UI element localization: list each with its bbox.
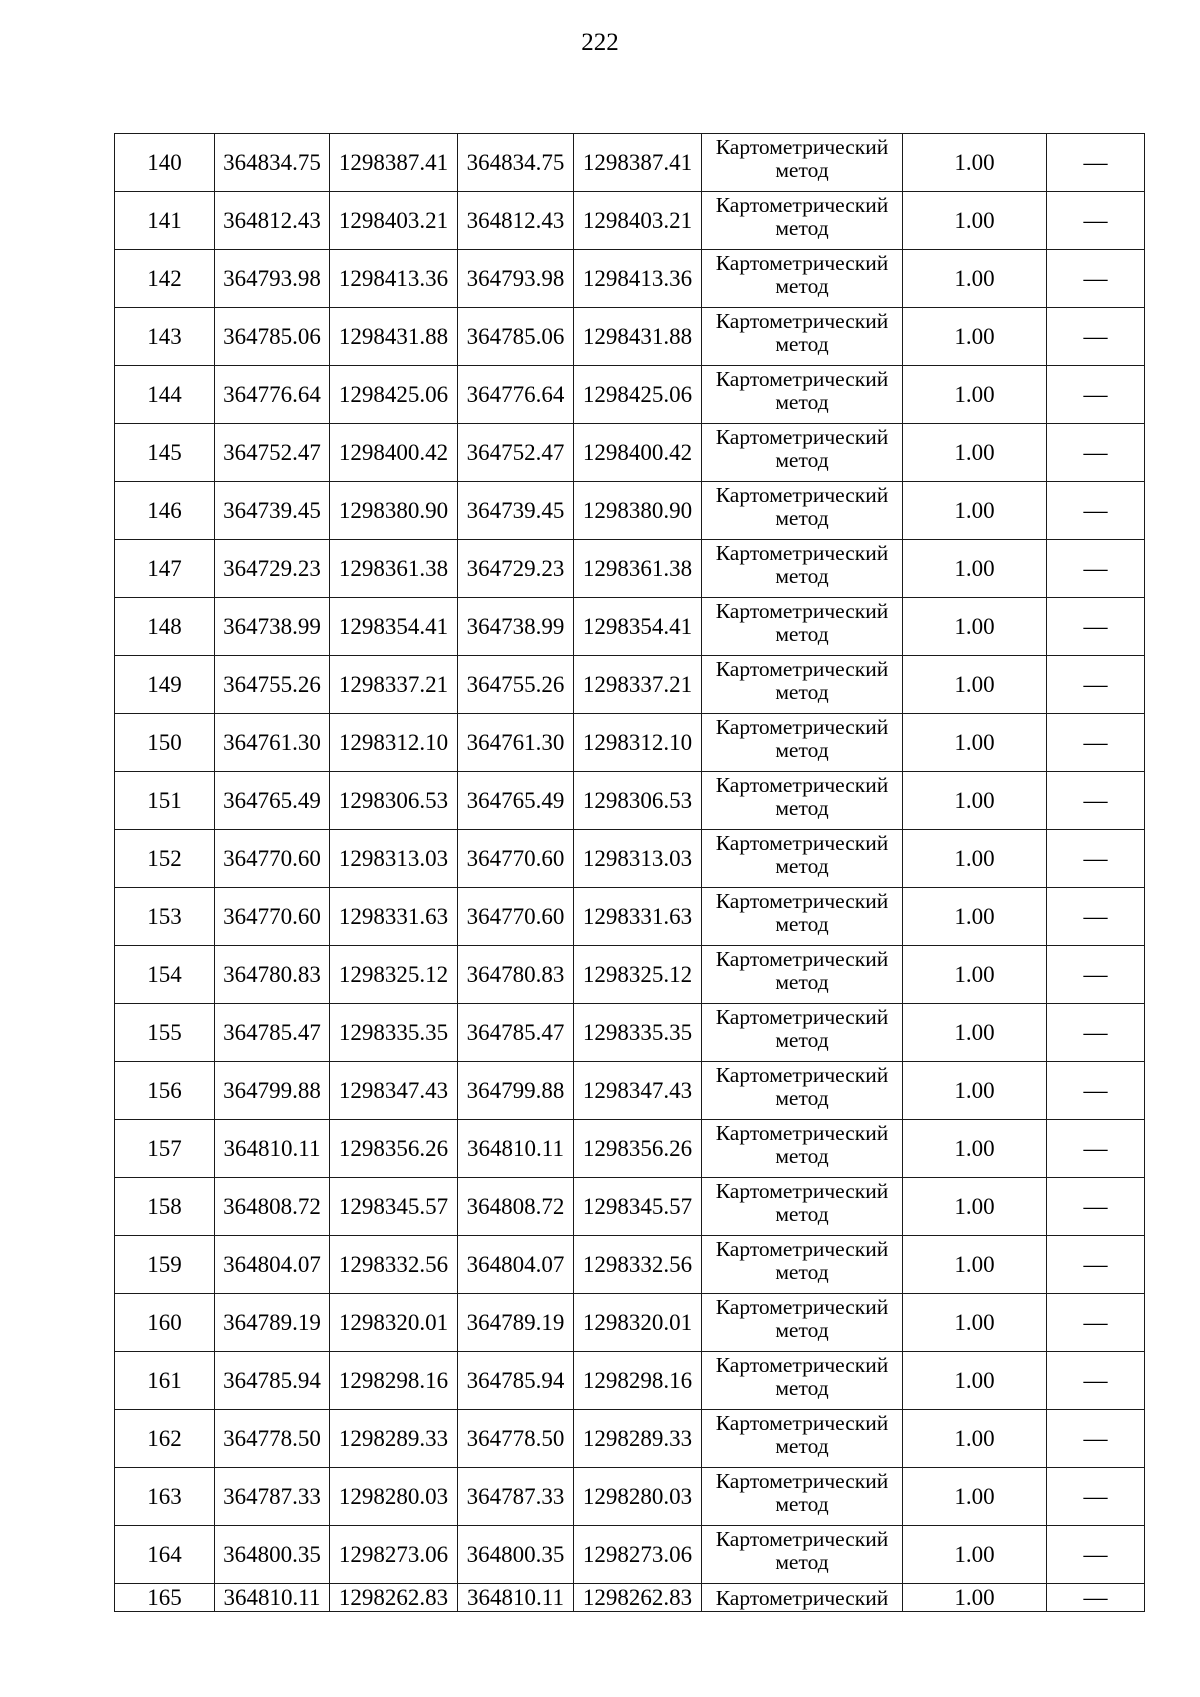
- x-specified-cell: 364776.64: [458, 366, 574, 424]
- y-specified-cell: 1298313.03: [574, 830, 702, 888]
- y-specified-cell: 1298332.56: [574, 1236, 702, 1294]
- x-existing-cell: 364804.07: [215, 1236, 330, 1294]
- note-cell: —: [1047, 656, 1145, 714]
- y-specified-cell: 1298431.88: [574, 308, 702, 366]
- y-existing-cell: 1298262.83: [330, 1584, 458, 1612]
- table-row: [115, 598, 1145, 656]
- point-number-cell: 141: [115, 192, 215, 250]
- y-existing-cell: 1298413.36: [330, 250, 458, 308]
- x-existing-cell: 364770.60: [215, 830, 330, 888]
- note-cell: —: [1047, 1062, 1145, 1120]
- y-specified-cell: 1298356.26: [574, 1120, 702, 1178]
- x-existing-cell: 364765.49: [215, 772, 330, 830]
- x-existing-cell: 364812.43: [215, 192, 330, 250]
- table-row: [115, 714, 1145, 772]
- precision-cell: 1.00: [903, 482, 1047, 540]
- x-existing-cell: 364780.83: [215, 946, 330, 1004]
- y-existing-cell: 1298313.03: [330, 830, 458, 888]
- precision-cell: 1.00: [903, 1236, 1047, 1294]
- precision-cell: 1.00: [903, 540, 1047, 598]
- x-specified-cell: 364778.50: [458, 1410, 574, 1468]
- precision-cell: 1.00: [903, 946, 1047, 1004]
- y-existing-cell: 1298331.63: [330, 888, 458, 946]
- x-existing-cell: 364776.64: [215, 366, 330, 424]
- method-cell: Картометрический метод: [702, 250, 903, 308]
- x-specified-cell: 364761.30: [458, 714, 574, 772]
- y-specified-cell: 1298403.21: [574, 192, 702, 250]
- x-specified-cell: 364785.06: [458, 308, 574, 366]
- point-number-cell: 162: [115, 1410, 215, 1468]
- y-existing-cell: 1298387.41: [330, 134, 458, 192]
- note-cell: —: [1047, 1526, 1145, 1584]
- method-cell: Картометрический метод: [702, 1294, 903, 1352]
- table-row: [115, 1526, 1145, 1584]
- y-existing-cell: 1298335.35: [330, 1004, 458, 1062]
- method-cell: Картометрический метод: [702, 1352, 903, 1410]
- method-cell: Картометрический метод: [702, 946, 903, 1004]
- x-existing-cell: 364787.33: [215, 1468, 330, 1526]
- precision-cell: 1.00: [903, 366, 1047, 424]
- x-existing-cell: 364799.88: [215, 1062, 330, 1120]
- point-number-cell: 148: [115, 598, 215, 656]
- note-cell: —: [1047, 482, 1145, 540]
- point-number-cell: 160: [115, 1294, 215, 1352]
- y-specified-cell: 1298380.90: [574, 482, 702, 540]
- y-specified-cell: 1298425.06: [574, 366, 702, 424]
- note-cell: —: [1047, 308, 1145, 366]
- point-number-cell: 150: [115, 714, 215, 772]
- precision-cell: 1.00: [903, 1526, 1047, 1584]
- x-specified-cell: 364800.35: [458, 1526, 574, 1584]
- precision-cell: 1.00: [903, 1410, 1047, 1468]
- point-number-cell: 153: [115, 888, 215, 946]
- point-number-cell: 155: [115, 1004, 215, 1062]
- precision-cell: 1.00: [903, 1294, 1047, 1352]
- x-specified-cell: 364752.47: [458, 424, 574, 482]
- x-existing-cell: 364738.99: [215, 598, 330, 656]
- note-cell: —: [1047, 540, 1145, 598]
- table-row: [115, 1236, 1145, 1294]
- method-cell: Картометрический метод: [702, 1178, 903, 1236]
- precision-cell: 1.00: [903, 1584, 1047, 1612]
- point-number-cell: 154: [115, 946, 215, 1004]
- precision-cell: 1.00: [903, 192, 1047, 250]
- method-cell: Картометрический метод: [702, 1468, 903, 1526]
- precision-cell: 1.00: [903, 308, 1047, 366]
- y-existing-cell: 1298431.88: [330, 308, 458, 366]
- note-cell: —: [1047, 946, 1145, 1004]
- x-specified-cell: 364804.07: [458, 1236, 574, 1294]
- x-specified-cell: 364739.45: [458, 482, 574, 540]
- method-cell: Картометрический метод: [702, 598, 903, 656]
- method-cell: Картометрический метод: [702, 656, 903, 714]
- y-existing-cell: 1298320.01: [330, 1294, 458, 1352]
- method-cell: Картометрический метод: [702, 482, 903, 540]
- x-specified-cell: 364785.47: [458, 1004, 574, 1062]
- y-existing-cell: 1298354.41: [330, 598, 458, 656]
- x-existing-cell: 364789.19: [215, 1294, 330, 1352]
- method-cell: Картометрический метод: [702, 192, 903, 250]
- method-cell: Картометрический метод: [702, 1004, 903, 1062]
- point-number-cell: 156: [115, 1062, 215, 1120]
- y-specified-cell: 1298306.53: [574, 772, 702, 830]
- table-row: [115, 540, 1145, 598]
- note-cell: —: [1047, 1352, 1145, 1410]
- y-specified-cell: 1298273.06: [574, 1526, 702, 1584]
- table-row: [115, 1352, 1145, 1410]
- x-specified-cell: 364729.23: [458, 540, 574, 598]
- y-specified-cell: 1298400.42: [574, 424, 702, 482]
- method-cell: Картометрический метод: [702, 1062, 903, 1120]
- table-row: [115, 308, 1145, 366]
- table-row: [115, 946, 1145, 1004]
- point-number-cell: 158: [115, 1178, 215, 1236]
- x-existing-cell: 364752.47: [215, 424, 330, 482]
- coordinates-table: [114, 133, 1145, 1612]
- y-existing-cell: 1298325.12: [330, 946, 458, 1004]
- x-existing-cell: 364785.47: [215, 1004, 330, 1062]
- point-number-cell: 165: [115, 1584, 215, 1612]
- y-existing-cell: 1298425.06: [330, 366, 458, 424]
- y-specified-cell: 1298289.33: [574, 1410, 702, 1468]
- point-number-cell: 144: [115, 366, 215, 424]
- x-specified-cell: 364785.94: [458, 1352, 574, 1410]
- note-cell: —: [1047, 250, 1145, 308]
- x-specified-cell: 364808.72: [458, 1178, 574, 1236]
- precision-cell: 1.00: [903, 888, 1047, 946]
- note-cell: —: [1047, 192, 1145, 250]
- y-specified-cell: 1298320.01: [574, 1294, 702, 1352]
- y-existing-cell: 1298280.03: [330, 1468, 458, 1526]
- note-cell: —: [1047, 1410, 1145, 1468]
- precision-cell: 1.00: [903, 1178, 1047, 1236]
- x-existing-cell: 364785.94: [215, 1352, 330, 1410]
- table-row: [115, 1468, 1145, 1526]
- x-specified-cell: 364834.75: [458, 134, 574, 192]
- y-existing-cell: 1298273.06: [330, 1526, 458, 1584]
- point-number-cell: 146: [115, 482, 215, 540]
- method-cell: Картометрический метод: [702, 308, 903, 366]
- table-row: [115, 482, 1145, 540]
- x-existing-cell: 364729.23: [215, 540, 330, 598]
- method-cell: Картометрический: [702, 1584, 903, 1612]
- table-row: [115, 366, 1145, 424]
- point-number-cell: 163: [115, 1468, 215, 1526]
- table-row: [115, 134, 1145, 192]
- table-row: [115, 1410, 1145, 1468]
- table-row: [115, 1294, 1145, 1352]
- x-specified-cell: 364765.49: [458, 772, 574, 830]
- x-existing-cell: 364778.50: [215, 1410, 330, 1468]
- table-row: [115, 830, 1145, 888]
- point-number-cell: 161: [115, 1352, 215, 1410]
- y-specified-cell: 1298262.83: [574, 1584, 702, 1612]
- point-number-cell: 143: [115, 308, 215, 366]
- note-cell: —: [1047, 424, 1145, 482]
- y-specified-cell: 1298345.57: [574, 1178, 702, 1236]
- y-specified-cell: 1298325.12: [574, 946, 702, 1004]
- point-number-cell: 149: [115, 656, 215, 714]
- x-specified-cell: 364787.33: [458, 1468, 574, 1526]
- method-cell: Картометрический метод: [702, 888, 903, 946]
- y-existing-cell: 1298298.16: [330, 1352, 458, 1410]
- y-specified-cell: 1298312.10: [574, 714, 702, 772]
- y-specified-cell: 1298298.16: [574, 1352, 702, 1410]
- point-number-cell: 145: [115, 424, 215, 482]
- y-specified-cell: 1298387.41: [574, 134, 702, 192]
- y-existing-cell: 1298380.90: [330, 482, 458, 540]
- x-existing-cell: 364810.11: [215, 1120, 330, 1178]
- note-cell: —: [1047, 772, 1145, 830]
- note-cell: —: [1047, 714, 1145, 772]
- method-cell: Картометрический метод: [702, 714, 903, 772]
- y-existing-cell: 1298403.21: [330, 192, 458, 250]
- precision-cell: 1.00: [903, 598, 1047, 656]
- x-existing-cell: 364793.98: [215, 250, 330, 308]
- table-row: [115, 888, 1145, 946]
- table-row: [115, 1062, 1145, 1120]
- precision-cell: 1.00: [903, 1468, 1047, 1526]
- table-row: [115, 192, 1145, 250]
- page-number: 222: [581, 29, 619, 56]
- x-existing-cell: 364755.26: [215, 656, 330, 714]
- precision-cell: 1.00: [903, 1120, 1047, 1178]
- y-specified-cell: 1298361.38: [574, 540, 702, 598]
- note-cell: —: [1047, 1120, 1145, 1178]
- note-cell: —: [1047, 1468, 1145, 1526]
- y-existing-cell: 1298332.56: [330, 1236, 458, 1294]
- precision-cell: 1.00: [903, 1062, 1047, 1120]
- note-cell: —: [1047, 134, 1145, 192]
- y-existing-cell: 1298312.10: [330, 714, 458, 772]
- y-existing-cell: 1298356.26: [330, 1120, 458, 1178]
- note-cell: —: [1047, 830, 1145, 888]
- x-specified-cell: 364810.11: [458, 1584, 574, 1612]
- note-cell: —: [1047, 366, 1145, 424]
- precision-cell: 1.00: [903, 250, 1047, 308]
- x-existing-cell: 364761.30: [215, 714, 330, 772]
- table-row: [115, 1584, 1145, 1612]
- point-number-cell: 157: [115, 1120, 215, 1178]
- table-row: [115, 1120, 1145, 1178]
- x-specified-cell: 364789.19: [458, 1294, 574, 1352]
- y-specified-cell: 1298413.36: [574, 250, 702, 308]
- x-existing-cell: 364810.11: [215, 1584, 330, 1612]
- x-existing-cell: 364785.06: [215, 308, 330, 366]
- precision-cell: 1.00: [903, 1004, 1047, 1062]
- point-number-cell: 140: [115, 134, 215, 192]
- table-body: [115, 134, 1145, 1612]
- x-existing-cell: 364834.75: [215, 134, 330, 192]
- method-cell: Картометрический метод: [702, 1526, 903, 1584]
- y-existing-cell: 1298400.42: [330, 424, 458, 482]
- x-specified-cell: 364793.98: [458, 250, 574, 308]
- precision-cell: 1.00: [903, 656, 1047, 714]
- note-cell: —: [1047, 1584, 1145, 1612]
- method-cell: Картометрический метод: [702, 540, 903, 598]
- point-number-cell: 164: [115, 1526, 215, 1584]
- note-cell: —: [1047, 1294, 1145, 1352]
- method-cell: Картометрический метод: [702, 134, 903, 192]
- table-row: [115, 424, 1145, 482]
- x-specified-cell: 364780.83: [458, 946, 574, 1004]
- table-row: [115, 772, 1145, 830]
- y-specified-cell: 1298331.63: [574, 888, 702, 946]
- precision-cell: 1.00: [903, 424, 1047, 482]
- precision-cell: 1.00: [903, 134, 1047, 192]
- point-number-cell: 151: [115, 772, 215, 830]
- point-number-cell: 152: [115, 830, 215, 888]
- y-existing-cell: 1298361.38: [330, 540, 458, 598]
- method-cell: Картометрический метод: [702, 366, 903, 424]
- method-cell: Картометрический метод: [702, 1236, 903, 1294]
- x-specified-cell: 364812.43: [458, 192, 574, 250]
- y-existing-cell: 1298289.33: [330, 1410, 458, 1468]
- method-cell: Картометрический метод: [702, 1120, 903, 1178]
- note-cell: —: [1047, 1236, 1145, 1294]
- y-specified-cell: 1298335.35: [574, 1004, 702, 1062]
- note-cell: —: [1047, 598, 1145, 656]
- point-number-cell: 147: [115, 540, 215, 598]
- y-existing-cell: 1298337.21: [330, 656, 458, 714]
- table-row: [115, 656, 1145, 714]
- table-row: [115, 1178, 1145, 1236]
- x-specified-cell: 364770.60: [458, 888, 574, 946]
- note-cell: —: [1047, 888, 1145, 946]
- precision-cell: 1.00: [903, 772, 1047, 830]
- method-cell: Картометрический метод: [702, 772, 903, 830]
- y-specified-cell: 1298337.21: [574, 656, 702, 714]
- y-specified-cell: 1298354.41: [574, 598, 702, 656]
- precision-cell: 1.00: [903, 830, 1047, 888]
- x-specified-cell: 364810.11: [458, 1120, 574, 1178]
- y-specified-cell: 1298280.03: [574, 1468, 702, 1526]
- y-existing-cell: 1298306.53: [330, 772, 458, 830]
- point-number-cell: 159: [115, 1236, 215, 1294]
- table-row: [115, 1004, 1145, 1062]
- method-cell: Картометрический метод: [702, 830, 903, 888]
- x-specified-cell: 364738.99: [458, 598, 574, 656]
- method-cell: Картометрический метод: [702, 1410, 903, 1468]
- precision-cell: 1.00: [903, 1352, 1047, 1410]
- y-specified-cell: 1298347.43: [574, 1062, 702, 1120]
- y-existing-cell: 1298345.57: [330, 1178, 458, 1236]
- x-existing-cell: 364808.72: [215, 1178, 330, 1236]
- x-existing-cell: 364739.45: [215, 482, 330, 540]
- x-existing-cell: 364800.35: [215, 1526, 330, 1584]
- x-specified-cell: 364770.60: [458, 830, 574, 888]
- precision-cell: 1.00: [903, 714, 1047, 772]
- x-specified-cell: 364755.26: [458, 656, 574, 714]
- x-specified-cell: 364799.88: [458, 1062, 574, 1120]
- note-cell: —: [1047, 1178, 1145, 1236]
- point-number-cell: 142: [115, 250, 215, 308]
- x-existing-cell: 364770.60: [215, 888, 330, 946]
- y-existing-cell: 1298347.43: [330, 1062, 458, 1120]
- method-cell: Картометрический метод: [702, 424, 903, 482]
- note-cell: —: [1047, 1004, 1145, 1062]
- table-row: [115, 250, 1145, 308]
